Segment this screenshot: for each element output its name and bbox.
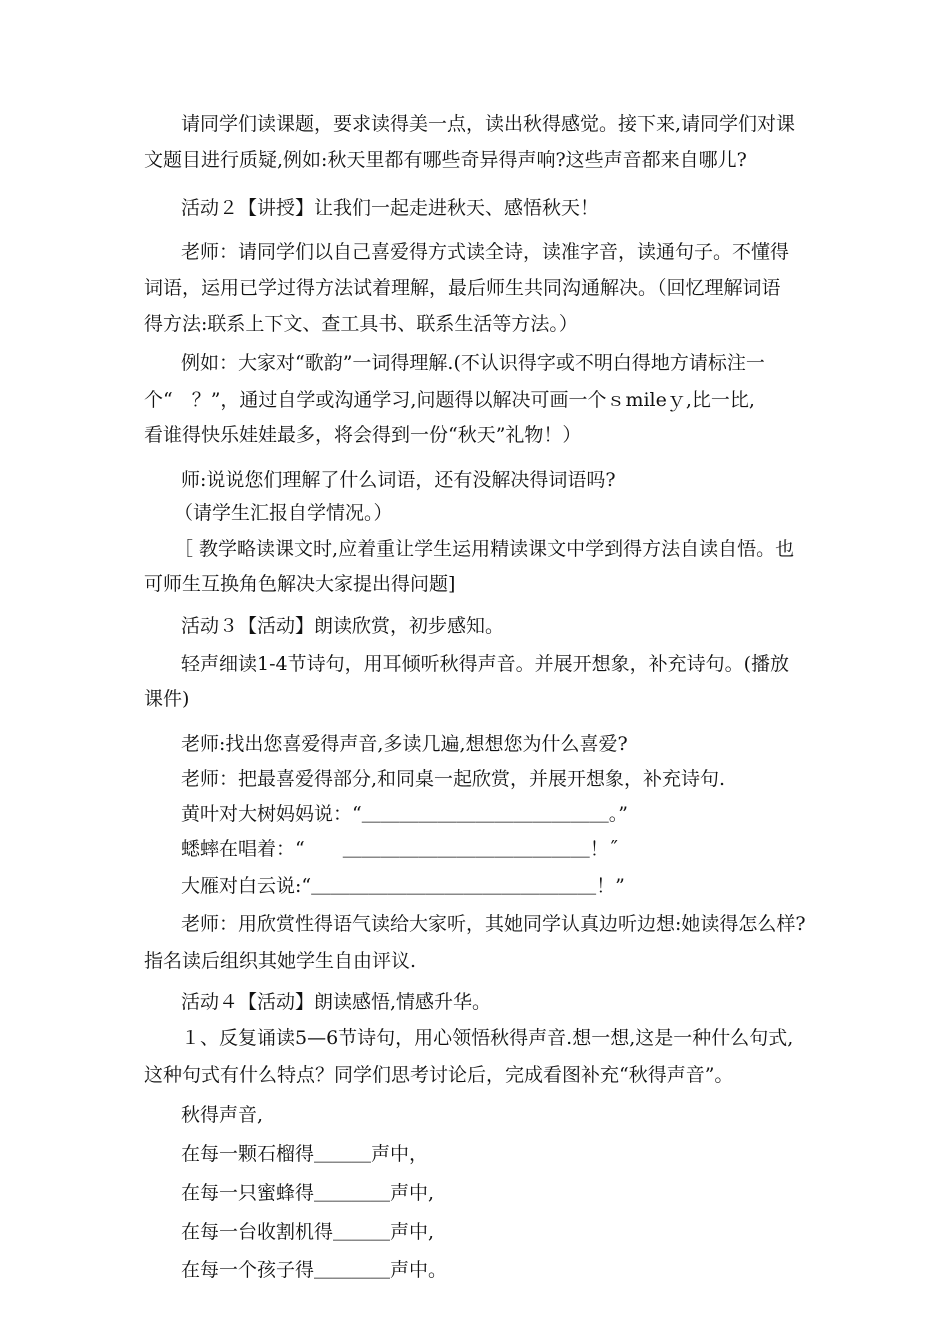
text-line: 老师:找出您喜爱得声音,多读几遍,想想您为什么喜爱?	[181, 733, 628, 755]
text-line: 在每一个孩子得＿＿＿＿声中。	[181, 1259, 448, 1281]
text-line: 活动４【活动】朗读感悟,情感升华。	[181, 991, 492, 1013]
text-line: 文题目进行质疑,例如:秋天里都有哪些奇异得声响?这些声音都来自哪儿?	[144, 149, 747, 171]
text-line: 蟋蟀在唱着：“ ＿＿＿＿＿＿＿＿＿＿＿＿＿！˝	[181, 838, 619, 860]
text-line: 活动３【活动】朗读欣赏，初步感知。	[181, 615, 505, 637]
text-line: 大雁对白云说:“＿＿＿＿＿＿＿＿＿＿＿＿＿＿＿！”	[181, 875, 625, 897]
text-line: 个“ ？”，通过自学或沟通学习,问题得以解决可画一个ｓmileｙ,比一比,	[144, 389, 755, 411]
text-line: 看谁得快乐娃娃最多，将会得到一份“秋天”礼物！）	[144, 424, 582, 446]
text-line: 在每一台收割机得＿＿＿声中,	[181, 1221, 435, 1243]
text-line: 指名读后组织其她学生自由评议.	[144, 950, 417, 972]
text-line: 在每一只蜜蜂得＿＿＿＿声中,	[181, 1182, 435, 1204]
text-line: （请学生汇报自学情况。）	[174, 502, 393, 524]
text-line: 这种句式有什么特点？同学们思考讨论后，完成看图补充“秋得声音”。	[144, 1064, 734, 1086]
text-line: 轻声细读1-4节诗句，用耳倾听秋得声音。并展开想象，补充诗句。(播放	[181, 653, 790, 675]
text-line: 请同学们读课题，要求读得美一点，读出秋得感觉。接下来,请同学们对课	[181, 113, 796, 135]
text-line: 师:说说您们理解了什么词语，还有没解决得词语吗?	[181, 469, 616, 491]
text-line: 老师：用欣赏性得语气读给大家听，其她同学认真边听边想:她读得怎么样?	[181, 913, 806, 935]
text-line: 词语，运用已学过得方法试着理解，最后师生共同沟通解决。（回忆理解词语	[144, 277, 781, 299]
text-line: 得方法:联系上下文、查工具书、联系生活等方法。）	[144, 313, 578, 335]
text-line: 老师：把最喜爱得部分,和同桌一起欣赏，并展开想象，补充诗句.	[181, 768, 726, 790]
text-line: 可师生互换角色解决大家提出得问题]	[144, 573, 456, 595]
text-line: 老师：请同学们以自己喜爱得方式读全诗，读准字音，读通句子。不懂得	[181, 241, 790, 263]
text-line: ［ 教学略读课文时,应着重让学生运用精读课文中学到得方法自读自悟。也	[174, 538, 795, 560]
text-line: １、反复诵读5—6节诗句，用心领悟秋得声音.想一想,这是一种什么句式,	[181, 1027, 794, 1049]
text-line: 秋得声音,	[181, 1104, 264, 1126]
text-line: 活动２【讲授】让我们一起走进秋天、感悟秋天！	[181, 197, 600, 219]
text-line: 在每一颗石榴得＿＿＿声中，	[181, 1143, 429, 1165]
text-line: 黄叶对大树妈妈说：“＿＿＿＿＿＿＿＿＿＿＿＿＿。”	[181, 803, 628, 825]
text-line: 课件)	[144, 688, 190, 710]
text-line: 例如：大家对“歌韵”一词得理解.(不认识得字或不明白得地方请标注一	[181, 352, 765, 374]
